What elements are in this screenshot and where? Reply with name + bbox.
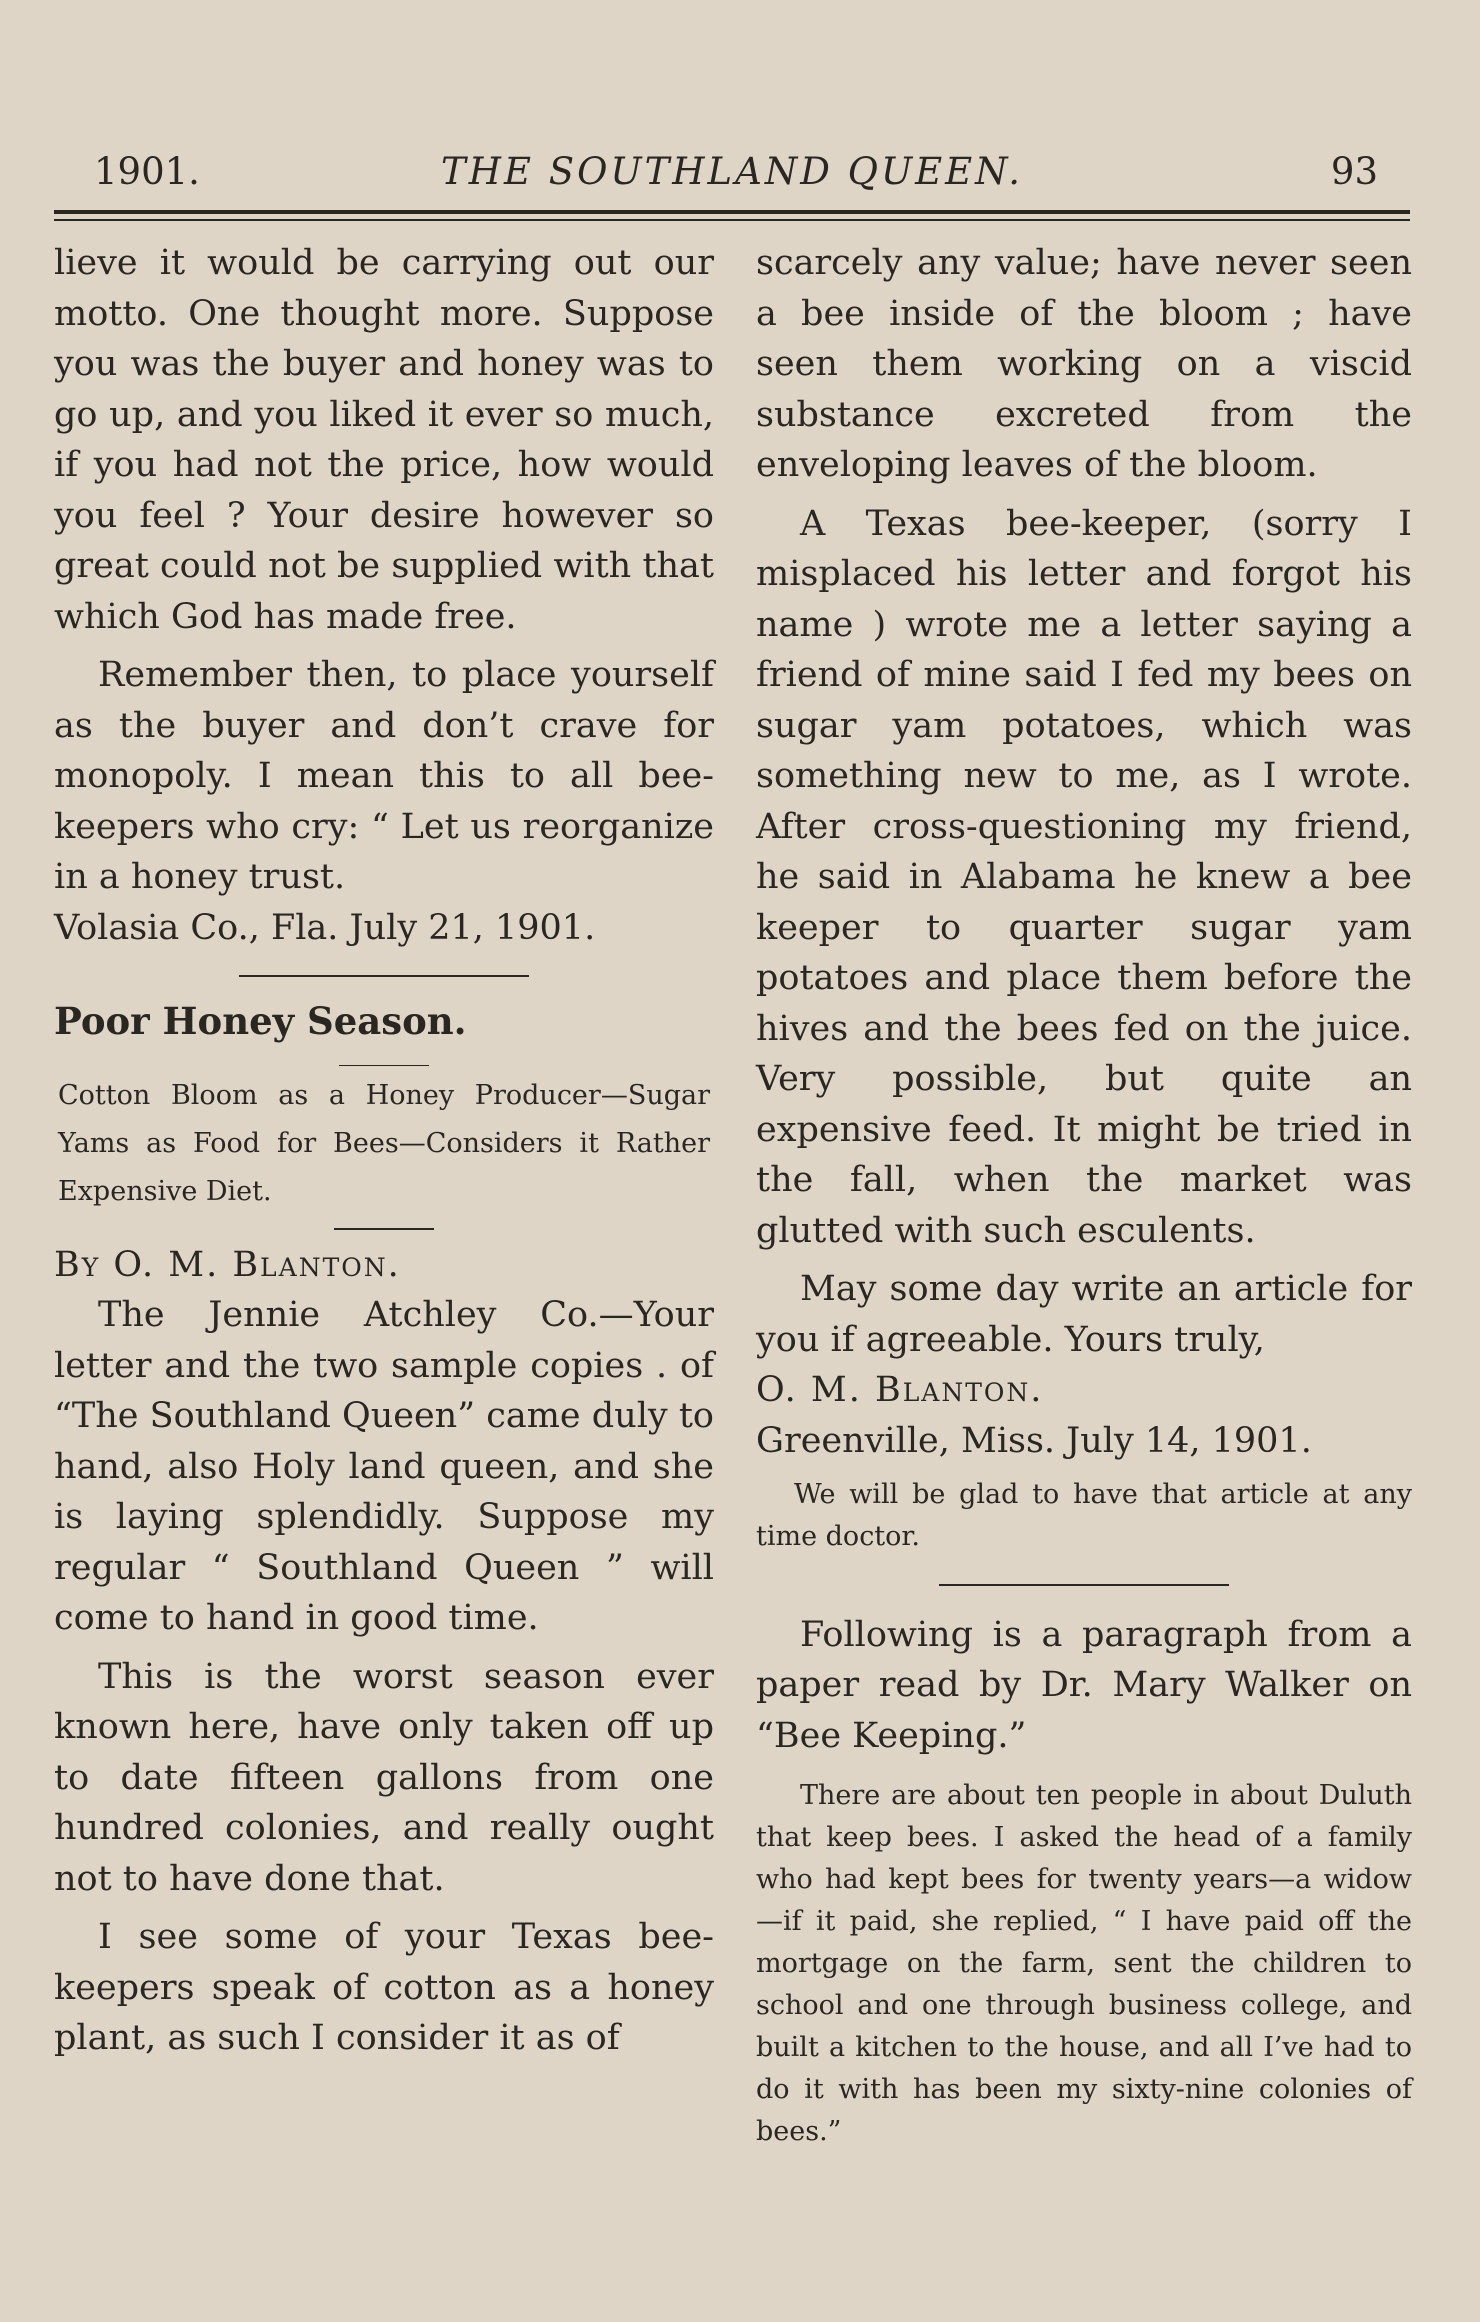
dateline: Volasia Co., Fla. July 21, 1901.: [54, 907, 596, 948]
divider: [239, 975, 529, 977]
signature: O. M. Blanton.: [756, 1370, 1044, 1410]
paragraph: A Texas bee-keeper, (sorry I misplaced his letter and forgot his name ) wrote me a letter saying a friend of mine said I fed my bees on sugar yam potatoes, which was something new to me, as I wrote. After cross-questioning my friend, he said in Alabama he knew a bee keeper to quarter sugar yam potatoes and place them before the hives and the bees fed on the juice. Very possible, but quite an expensive feed. It might be tried in the fall, when the market was glutted with such esculents.: [756, 503, 1412, 1251]
left-column: [54, 238, 714, 2064]
editor-note: We will be glad to have that article at any time doctor.: [756, 1479, 1412, 1552]
divider: [939, 1584, 1229, 1586]
paragraph: This is the worst season ever known here, have only taken off up to date fifteen gallons from one hundred colonies, and really ought not to have done that.: [54, 1656, 714, 1899]
paragraph: I see some of your Texas bee-keepers speak of cotton as a honey plant, as such I consider it as of: [54, 1917, 714, 2058]
page-number: 93: [1330, 150, 1378, 193]
paragraph: May some day write an article for you if agreeable. Yours truly,: [756, 1269, 1412, 1360]
paragraph: scarcely any value; have never seen a bee inside of the bloom ; have seen them working on a viscid substance excreted from the enveloping leaves of the bloom.: [756, 243, 1412, 485]
paragraph: The Jennie Atchley Co.—Your letter and the two sample copies . of “The Southland Queen” came duly to hand, also Holy land queen, and she is laying splendidly. Suppose my regular “ Southland Queen ” will come to hand in good time.: [54, 1295, 714, 1638]
header-rule-thin: [54, 219, 1410, 221]
paragraph: Remember then, to place yourself as the buyer and don’t crave for monopoly. I mean this to all bee-keepers who cry: “ Let us reorganize in a honey trust.: [54, 655, 714, 897]
paragraph: Following is a paragraph from a paper read by Dr. Mary Walker on “Bee Keeping.”: [756, 1614, 1412, 1756]
article-title: Poor Honey Season.: [54, 998, 467, 1043]
paragraph: lieve it would be carrying out our motto. One thought more. Suppose you was the buyer and honey was to go up, and you liked it ever so much, if you had not the price, how would you feel ? Your desire however so great could not be supplied with that which God has made free.: [54, 243, 714, 637]
divider: [339, 1065, 429, 1067]
article-subtitle: Cotton Bloom as a Honey Producer—Sugar Yams as Food for Bees—Considers it Rather Expensive Diet.: [58, 1080, 710, 1207]
byline: By O. M. Blanton.: [54, 1244, 401, 1285]
header-year: 1901.: [94, 150, 200, 193]
divider: [334, 1228, 434, 1230]
journal-title: THE SOUTHLAND QUEEN.: [441, 150, 1023, 193]
right-column: [756, 238, 1412, 2153]
place-date: Greenville, Miss. July 14, 1901.: [756, 1420, 1312, 1461]
header-rule-thick: [54, 210, 1410, 214]
quoted-paragraph: There are about ten people in about Duluth that keep bees. I asked the head of a family who had kept bees for twenty years—a widow—if it paid, she replied, “ I have paid off the mortgage on the farm, sent the children to school and one through business college, and built a kitchen to the house, and all I’ve had to do it with has been my sixty-nine colonies of bees.”: [756, 1780, 1412, 2147]
running-header: [54, 150, 1410, 202]
